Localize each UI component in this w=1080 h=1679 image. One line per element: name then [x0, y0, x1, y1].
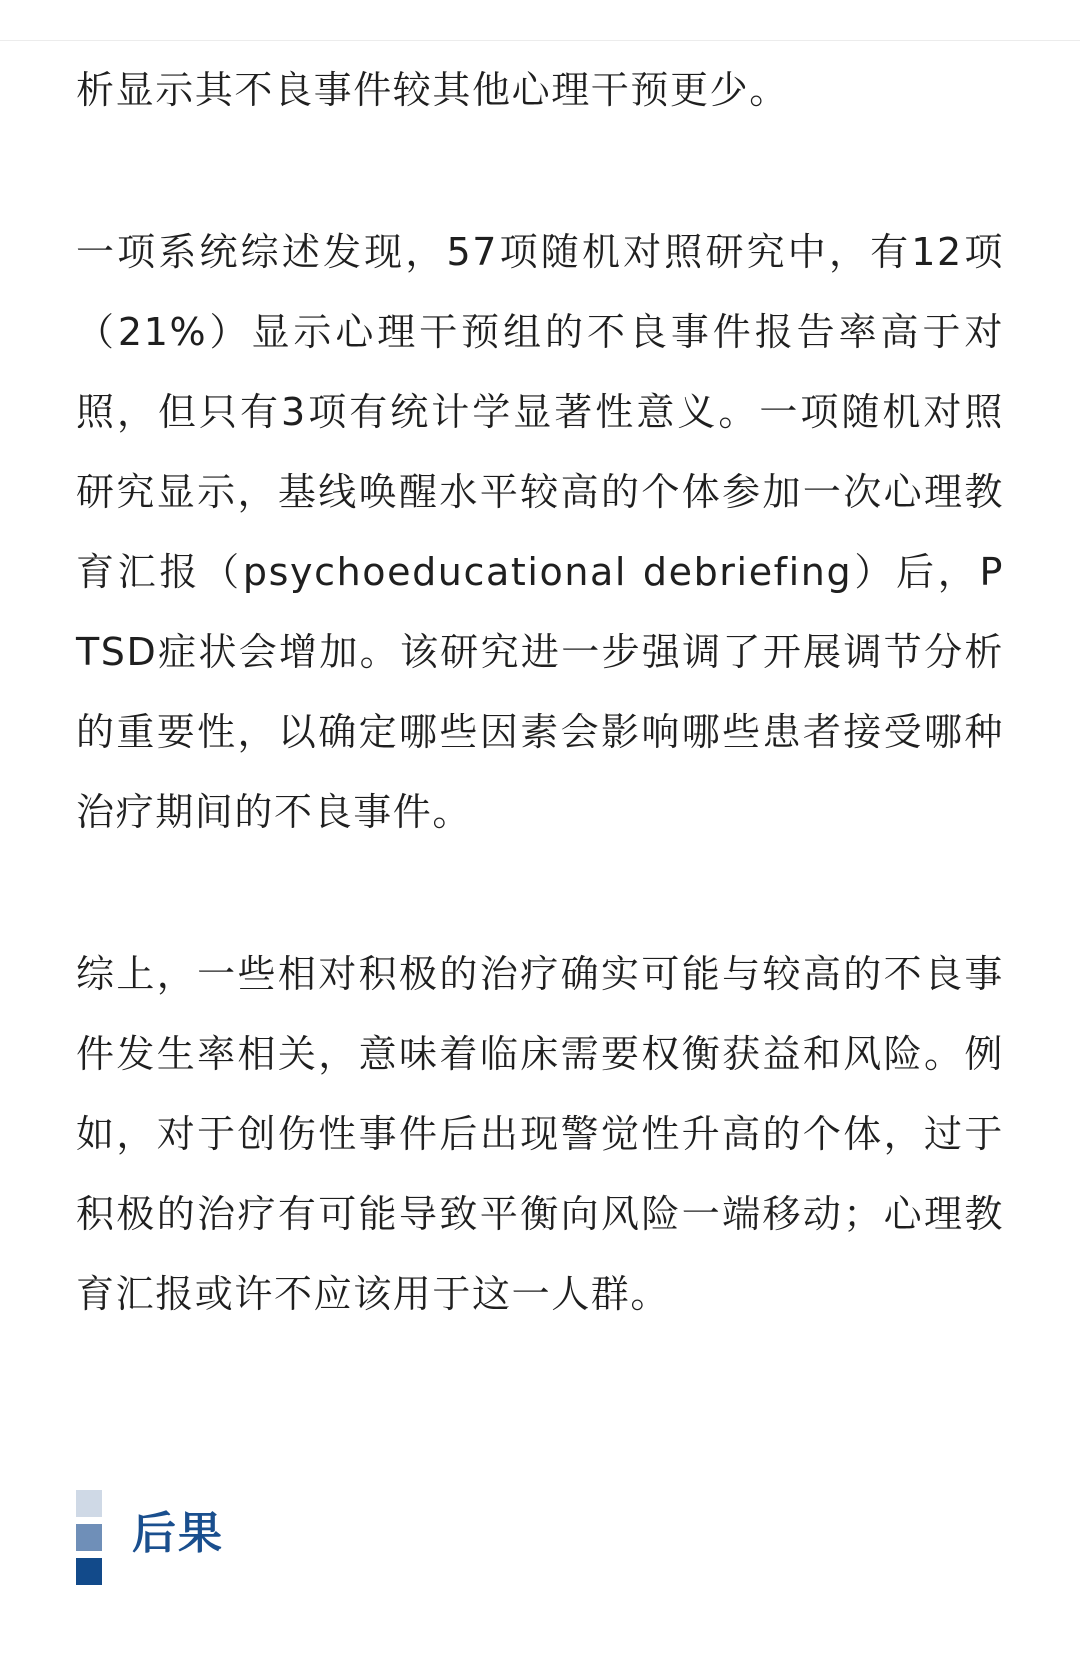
top-divider — [0, 40, 1080, 41]
paragraph-1: 析显示其不良事件较其他心理干预更少。 — [76, 68, 789, 112]
section-title: 后果 — [132, 1508, 224, 1559]
section-marker-bar-light — [76, 1490, 102, 1517]
section-marker-bar-dark — [76, 1558, 102, 1585]
article-body — [76, 50, 1004, 1334]
section-marker-icon — [76, 1490, 102, 1586]
section-marker-bar-medium — [76, 1524, 102, 1551]
paragraph-3: 综上，一些相对积极的治疗确实可能与较高的不良事件发生率相关，意味着临床需要权衡获益和风险。例如，对于创伤性事件后出现警觉性升高的个体，过于积极的治疗有可能导致平衡向风险一端移动；心理教育汇报或许不应该用于这一人群。 — [76, 952, 1004, 1316]
paragraph-2: 一项系统综述发现，57项随机对照研究中，有12项（21%）显示心理干预组的不良事件报告率高于对照，但只有3项有统计学显著性意义。一项随机对照研究显示，基线唤醒水平较高的个体参加一次心理教育汇报（psychoeducational debriefing）后，PTSD症状会增加。该研究进一步强调了开展调节分析的重要性，以确定哪些因素会影响哪些患者接受哪种治疗期间的不良事件。 — [76, 230, 1004, 834]
